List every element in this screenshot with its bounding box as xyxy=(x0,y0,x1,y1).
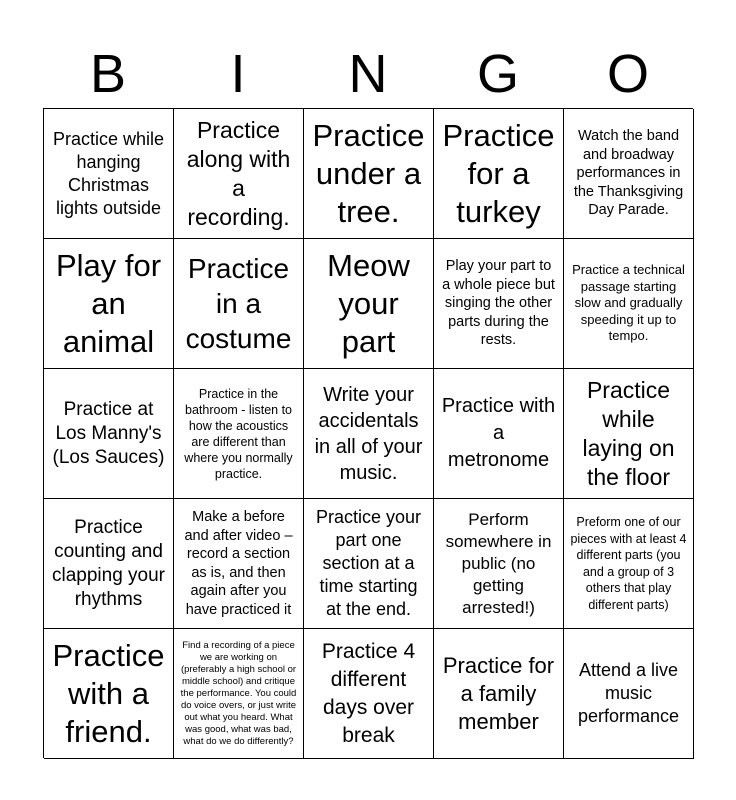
cell-text: Practice while laying on the floor xyxy=(582,376,675,490)
cell-text: Practice in the bathroom - listen to how the acoustics are different than where you normally practice. xyxy=(184,386,293,481)
cell-text: Make a before and after video – record a section as is, and then again after you have practiced it xyxy=(184,509,293,618)
bingo-cell-r3c5[interactable] xyxy=(564,369,694,499)
cell-text: Practice under a tree. xyxy=(312,117,425,229)
header-letter-i: I xyxy=(230,44,246,104)
bingo-cell-r1c3[interactable] xyxy=(304,109,434,239)
cell-text: Practice for a turkey xyxy=(442,117,555,229)
cell-text: Practice with a metronome xyxy=(441,395,556,471)
cell-text: Practice along with a recording. xyxy=(186,116,291,230)
bingo-cell-r3c3[interactable] xyxy=(304,369,434,499)
bingo-cell-r1c5[interactable] xyxy=(564,109,694,239)
bingo-header xyxy=(43,40,693,108)
cell-text: Practice 4 different days over break xyxy=(321,639,416,747)
bingo-cell-r3c4[interactable] xyxy=(434,369,564,499)
bingo-cell-r4c5[interactable] xyxy=(564,499,694,629)
bingo-cell-r5c5[interactable] xyxy=(564,629,694,759)
bingo-cell-r2c4[interactable] xyxy=(434,239,564,369)
bingo-cell-r4c3[interactable] xyxy=(304,499,434,629)
cell-text: Watch the band and broadway performances in the Thanksgiving Day Parade. xyxy=(573,128,684,219)
bingo-cell-r3c2[interactable] xyxy=(174,369,304,499)
bingo-cell-r1c2[interactable] xyxy=(174,109,304,239)
bingo-cell-r5c4[interactable] xyxy=(434,629,564,759)
bingo-cell-r2c1[interactable] xyxy=(44,239,174,369)
cell-text: Practice in a costume xyxy=(185,253,292,354)
cell-text: Practice while hanging Christmas lights outside xyxy=(52,128,165,218)
cell-text: Write your accidentals in all of your music. xyxy=(314,383,423,484)
cell-text: Practice at Los Manny's (Los Sauces) xyxy=(52,398,165,468)
bingo-cell-r4c4[interactable] xyxy=(434,499,564,629)
cell-text: Practice for a family member xyxy=(442,652,555,734)
cell-text: Play your part to a whole piece but singing the other parts during the rests. xyxy=(442,258,555,349)
bingo-cell-r4c2[interactable] xyxy=(174,499,304,629)
bingo-cell-r2c2[interactable] xyxy=(174,239,304,369)
header-letter-g: G xyxy=(476,44,519,104)
cell-text: Practice a technical passage starting slow and gradually speeding it up to tempo. xyxy=(572,262,685,344)
cell-text: Meow your part xyxy=(327,247,410,359)
bingo-board xyxy=(43,108,693,758)
bingo-cell-r2c3[interactable] xyxy=(304,239,434,369)
cell-text: Play for an animal xyxy=(55,247,162,359)
bingo-cell-r4c1[interactable] xyxy=(44,499,174,629)
bingo-cell-r5c3[interactable] xyxy=(304,629,434,759)
header-letter-n: N xyxy=(348,44,388,104)
bingo-cell-r2c5[interactable] xyxy=(564,239,694,369)
bingo-cell-r3c1[interactable] xyxy=(44,369,174,499)
bingo-cell-r5c1[interactable] xyxy=(44,629,174,759)
bingo-cell-r5c2[interactable] xyxy=(174,629,304,759)
header-letter-b: B xyxy=(89,44,127,104)
header-letter-o: O xyxy=(606,44,649,104)
cell-text: Preform one of our pieces with at least 4 different parts (you and a group of 3 others that play different parts) xyxy=(570,515,687,612)
cell-text: Practice with a friend. xyxy=(52,637,165,749)
cell-text: Practice counting and clapping your rhythms xyxy=(51,516,166,610)
cell-text: Practice your part one section at a time starting at the end. xyxy=(315,507,422,619)
cell-text: Perform somewhere in public (no getting arrested!) xyxy=(445,509,552,617)
cell-text: Attend a live music performance xyxy=(577,660,680,726)
bingo-cell-r1c1[interactable] xyxy=(44,109,174,239)
bingo-cell-r1c4[interactable] xyxy=(434,109,564,239)
cell-text: Find a recording of a piece we are working on (preferably a high school or middle school) and critique the performance. You could do voice overs, or just write out what you heard. What was good, what was bad, what do we do differently? xyxy=(180,639,297,747)
